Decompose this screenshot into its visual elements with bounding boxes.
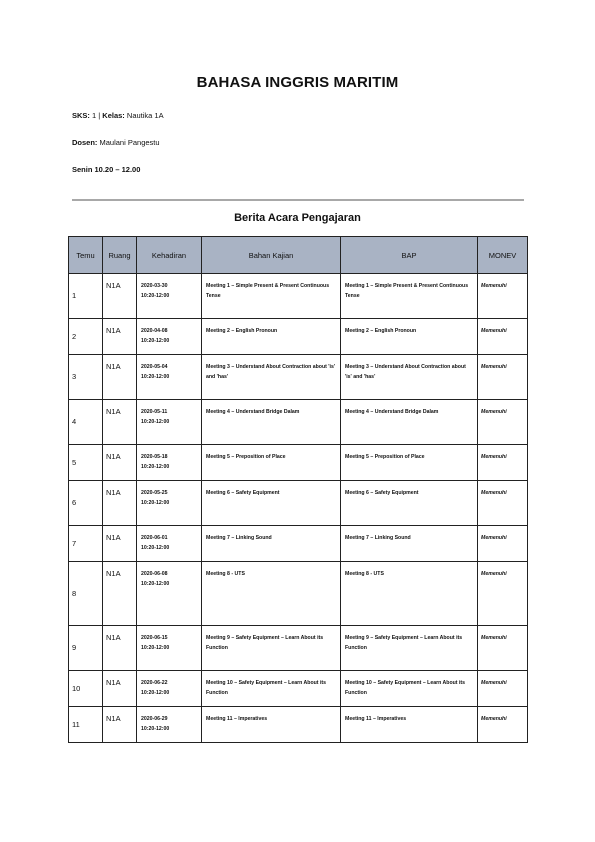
table-row [69, 481, 528, 526]
page-title: BAHASA INGGRIS MARITIM [196, 74, 399, 91]
cell-kehadiran [137, 707, 202, 743]
kehadiran-date: 2020-04-08 [141, 328, 168, 334]
cell-temu: 2 [69, 319, 103, 355]
cell-bap: Meeting 8 - UTS [341, 562, 478, 626]
table-row [69, 355, 528, 400]
cell-temu: 3 [69, 355, 103, 400]
cell-bap: Meeting 11 – Imperatives [341, 707, 478, 743]
cell-bahan-kajian: Meeting 10 – Safety Equipment – Learn About its Function [202, 671, 341, 707]
kehadiran-date: 2020-05-25 [141, 490, 168, 496]
cell-ruang: N1A [103, 562, 137, 626]
cell-kehadiran [137, 400, 202, 445]
cell-bahan-kajian: Meeting 9 – Safety Equipment – Learn About its Function [202, 626, 341, 671]
kehadiran-time: 10:20-12:00 [141, 725, 170, 732]
kehadiran-date: 2020-06-08 [141, 571, 168, 577]
cell-temu: 7 [69, 526, 103, 562]
dosen-line [72, 138, 160, 147]
cell-bahan-kajian: Meeting 11 – Imperatives [202, 707, 341, 743]
cell-bahan-kajian: Meeting 3 – Understand About Contraction about 'is' and 'has' [202, 355, 341, 400]
cell-kehadiran [137, 445, 202, 481]
cell-kehadiran [137, 626, 202, 671]
cell-monev: Memenuhi [478, 526, 528, 562]
kehadiran-time: 10:20-12:00 [141, 292, 170, 299]
cell-monev: Memenuhi [478, 274, 528, 319]
kehadiran-date: 2020-03-30 [141, 283, 168, 289]
cell-ruang: N1A [103, 319, 137, 355]
cell-ruang: N1A [103, 400, 137, 445]
sks-value: 1 | [89, 111, 103, 120]
cell-kehadiran [137, 319, 202, 355]
table-row [69, 671, 528, 707]
cell-bap: Meeting 4 – Understand Bridge Dalam [341, 400, 478, 445]
kehadiran-date: 2020-05-04 [141, 364, 168, 370]
column-header-temu: Temu [69, 237, 103, 274]
kehadiran-date: 2020-06-01 [141, 535, 168, 541]
kelas-value: Nautika 1A [124, 111, 164, 120]
schedule-line [72, 165, 140, 174]
cell-monev: Memenuhi [478, 319, 528, 355]
cell-ruang: N1A [103, 445, 137, 481]
kelas-label: Kelas: [102, 111, 125, 120]
kehadiran-date: 2020-06-22 [141, 680, 168, 686]
cell-kehadiran [137, 562, 202, 626]
cell-bahan-kajian: Meeting 8 - UTS [202, 562, 341, 626]
cell-bahan-kajian: Meeting 5 – Preposition of Place [202, 445, 341, 481]
cell-bap: Meeting 6 – Safety Equipment [341, 481, 478, 526]
cell-monev: Memenuhi [478, 445, 528, 481]
column-header-bahan-kajian: Bahan Kajian [202, 237, 341, 274]
table-row [69, 626, 528, 671]
cell-monev: Memenuhi [478, 626, 528, 671]
cell-temu: 9 [69, 626, 103, 671]
column-header-monev: MONEV [478, 237, 528, 274]
cell-bahan-kajian: Meeting 4 – Understand Bridge Dalam [202, 400, 341, 445]
kehadiran-time: 10:20-12:00 [141, 544, 170, 551]
sks-label: SKS: [72, 111, 90, 120]
kehadiran-date: 2020-05-11 [141, 409, 168, 415]
report-subtitle: Berita Acara Pengajaran [234, 212, 361, 224]
cell-temu: 11 [69, 707, 103, 743]
cell-bahan-kajian: Meeting 1 – Simple Present & Present Continuous Tense [202, 274, 341, 319]
kehadiran-time: 10:20-12:00 [141, 644, 170, 651]
schedule-text: Senin 10.20 – 12.00 [72, 165, 141, 174]
table-row [69, 526, 528, 562]
column-header-ruang: Ruang [103, 237, 137, 274]
table-row [69, 400, 528, 445]
column-header-kehadiran: Kehadiran [137, 237, 202, 274]
divider [72, 199, 524, 201]
cell-temu: 8 [69, 562, 103, 626]
cell-temu: 1 [69, 274, 103, 319]
kehadiran-time: 10:20-12:00 [141, 499, 170, 506]
table-row [69, 319, 528, 355]
cell-ruang: N1A [103, 626, 137, 671]
kehadiran-time: 10:20-12:00 [141, 373, 170, 380]
cell-bap: Meeting 5 – Preposition of Place [341, 445, 478, 481]
cell-monev: Memenuhi [478, 400, 528, 445]
cell-kehadiran [137, 526, 202, 562]
cell-monev: Memenuhi [478, 355, 528, 400]
kehadiran-time: 10:20-12:00 [141, 580, 170, 587]
cell-bap: Meeting 9 – Safety Equipment – Learn About its Function [341, 626, 478, 671]
kehadiran-time: 10:20-12:00 [141, 337, 170, 344]
kehadiran-date: 2020-06-29 [141, 716, 168, 722]
kehadiran-time: 10:20-12:00 [141, 463, 170, 470]
cell-bap: Meeting 2 – English Pronoun [341, 319, 478, 355]
cell-bahan-kajian: Meeting 7 – Linking Sound [202, 526, 341, 562]
cell-kehadiran [137, 355, 202, 400]
table-row [69, 274, 528, 319]
cell-kehadiran [137, 274, 202, 319]
cell-ruang: N1A [103, 274, 137, 319]
kehadiran-date: 2020-06-15 [141, 635, 168, 641]
cell-monev: Memenuhi [478, 671, 528, 707]
kehadiran-date: 2020-05-18 [141, 454, 168, 460]
table-row [69, 445, 528, 481]
cell-bap: Meeting 10 – Safety Equipment – Learn About its Function [341, 671, 478, 707]
cell-temu: 5 [69, 445, 103, 481]
cell-bap: Meeting 7 – Linking Sound [341, 526, 478, 562]
cell-bap: Meeting 1 – Simple Present & Present Continuous Tense [341, 274, 478, 319]
cell-ruang: N1A [103, 481, 137, 526]
cell-ruang: N1A [103, 526, 137, 562]
table-row [69, 707, 528, 743]
cell-monev: Memenuhi [478, 562, 528, 626]
cell-bap: Meeting 3 – Understand About Contraction about 'is' and 'has' [341, 355, 478, 400]
dosen-label: Dosen: [72, 138, 98, 147]
kehadiran-time: 10:20-12:00 [141, 689, 170, 696]
cell-ruang: N1A [103, 355, 137, 400]
cell-kehadiran [137, 671, 202, 707]
table-header-row [69, 237, 528, 274]
column-header-bap: BAP [341, 237, 478, 274]
cell-kehadiran [137, 481, 202, 526]
table-row [69, 562, 528, 626]
cell-temu: 6 [69, 481, 103, 526]
cell-ruang: N1A [103, 707, 137, 743]
cell-ruang: N1A [103, 671, 137, 707]
cell-bahan-kajian: Meeting 6 – Safety Equipment [202, 481, 341, 526]
cell-temu: 4 [69, 400, 103, 445]
teaching-report-table [68, 236, 528, 743]
cell-bahan-kajian: Meeting 2 – English Pronoun [202, 319, 341, 355]
cell-temu: 10 [69, 671, 103, 707]
cell-monev: Memenuhi [478, 481, 528, 526]
dosen-value: Maulani Pangestu [97, 138, 160, 147]
kehadiran-time: 10:20-12:00 [141, 418, 170, 425]
cell-monev: Memenuhi [478, 707, 528, 743]
sks-kelas-line [72, 111, 164, 120]
